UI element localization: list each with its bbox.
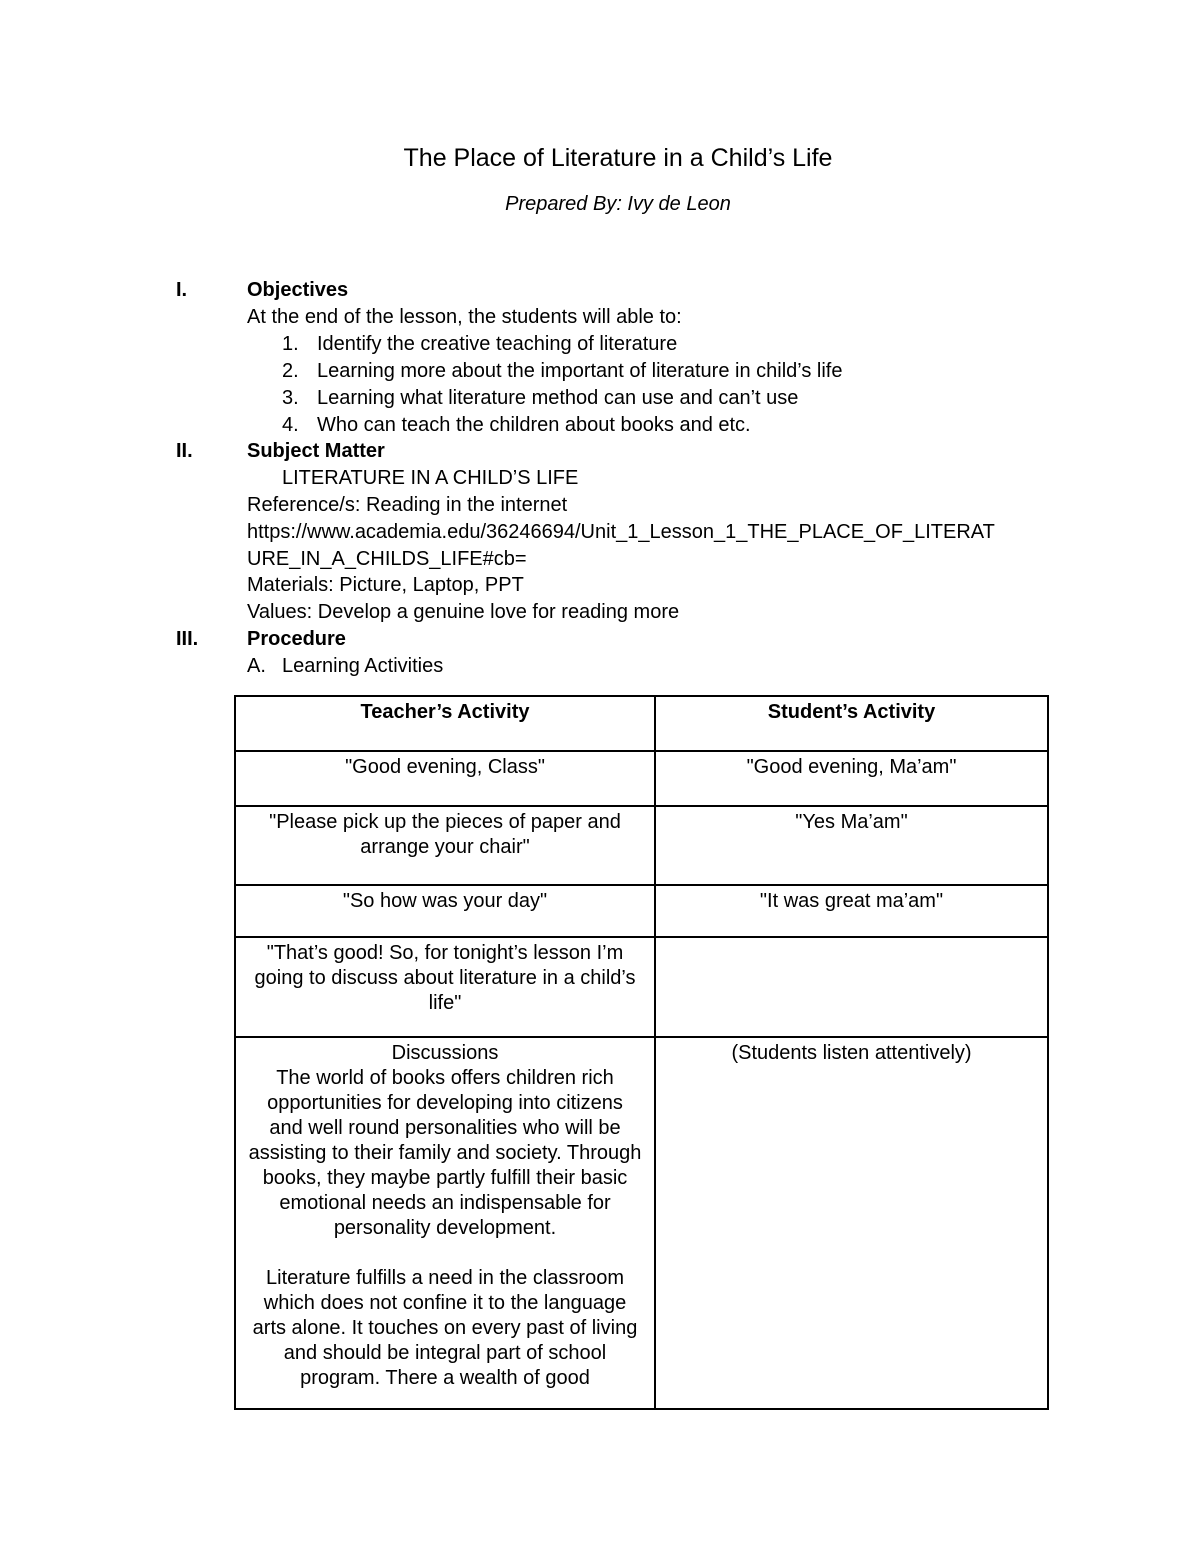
document-title: The Place of Literature in a Child’s Life xyxy=(403,144,833,172)
teacher-cell: "Please pick up the pieces of paper and arrange your chair" xyxy=(235,806,655,885)
student-cell: "It was great ma’am" xyxy=(655,885,1048,937)
teacher-cell xyxy=(235,1037,655,1409)
student-cell: "Good evening, Ma’am" xyxy=(655,751,1048,806)
section-numeral: II. xyxy=(176,440,193,462)
header-student-activity: Student’s Activity xyxy=(655,696,1048,751)
list-text: Identify the creative teaching of literature xyxy=(317,333,678,355)
list-number: 3. xyxy=(282,387,299,409)
table-row xyxy=(235,1037,1048,1409)
header-teacher-activity: Teacher’s Activity xyxy=(235,696,655,751)
section-numeral: I. xyxy=(176,279,188,301)
reference-url-line-2: URE_IN_A_CHILDS_LIFE#cb= xyxy=(247,548,527,570)
table-row xyxy=(235,751,1048,806)
reference-url-line-1: https://www.academia.edu/36246694/Unit_1_Lesson_1_THE_PLACE_OF_LITERAT xyxy=(247,521,995,543)
section-heading: Subject Matter xyxy=(247,440,385,462)
table-row xyxy=(235,806,1048,885)
list-text: Learning more about the important of literature in child’s life xyxy=(317,360,843,382)
section-numeral: III. xyxy=(176,628,199,650)
teacher-cell: "Good evening, Class" xyxy=(235,751,655,806)
table-row xyxy=(235,885,1048,937)
sub-heading: Learning Activities xyxy=(282,655,444,677)
list-number: 1. xyxy=(282,333,299,355)
subject-topic: LITERATURE IN A CHILD’S LIFE xyxy=(282,467,579,489)
sub-letter: A. xyxy=(247,655,266,677)
table-header-row xyxy=(235,696,1048,751)
prepared-by: Prepared By: Ivy de Leon xyxy=(505,193,731,215)
section-heading: Objectives xyxy=(247,279,349,301)
list-text: Learning what literature method can use and can’t use xyxy=(317,387,799,409)
list-number: 4. xyxy=(282,414,299,436)
materials: Materials: Picture, Laptop, PPT xyxy=(247,574,524,596)
discussion-paragraph-2: Literature fulfills a need in the classroom which does not confine it to the language arts alone. It touches on every past of living and should be integral part of school program. There a wealth of good xyxy=(252,1267,638,1389)
activities-table xyxy=(234,695,1049,1410)
teacher-cell: "So how was your day" xyxy=(235,885,655,937)
objectives-intro: At the end of the lesson, the students will able to: xyxy=(247,306,682,328)
student-cell xyxy=(655,937,1048,1037)
discussion-paragraph-1: The world of books offers children rich opportunities for developing into citizens and well round personalities who will be assisting to their family and society. Through books, they maybe partly fulfill their basic emotional needs an indispensable for personality development. xyxy=(248,1067,642,1239)
values: Values: Develop a genuine love for reading more xyxy=(247,601,680,623)
list-number: 2. xyxy=(282,360,299,382)
student-cell: "Yes Ma’am" xyxy=(655,806,1048,885)
teacher-cell: "That’s good! So, for tonight’s lesson I’m going to discuss about literature in a child’s life" xyxy=(235,937,655,1037)
discussion-title: Discussions xyxy=(391,1042,499,1064)
table-row xyxy=(235,937,1048,1037)
reference: Reference/s: Reading in the internet xyxy=(247,494,568,516)
section-heading: Procedure xyxy=(247,628,346,650)
list-text: Who can teach the children about books and etc. xyxy=(317,414,751,436)
student-cell: (Students listen attentively) xyxy=(655,1037,1048,1409)
